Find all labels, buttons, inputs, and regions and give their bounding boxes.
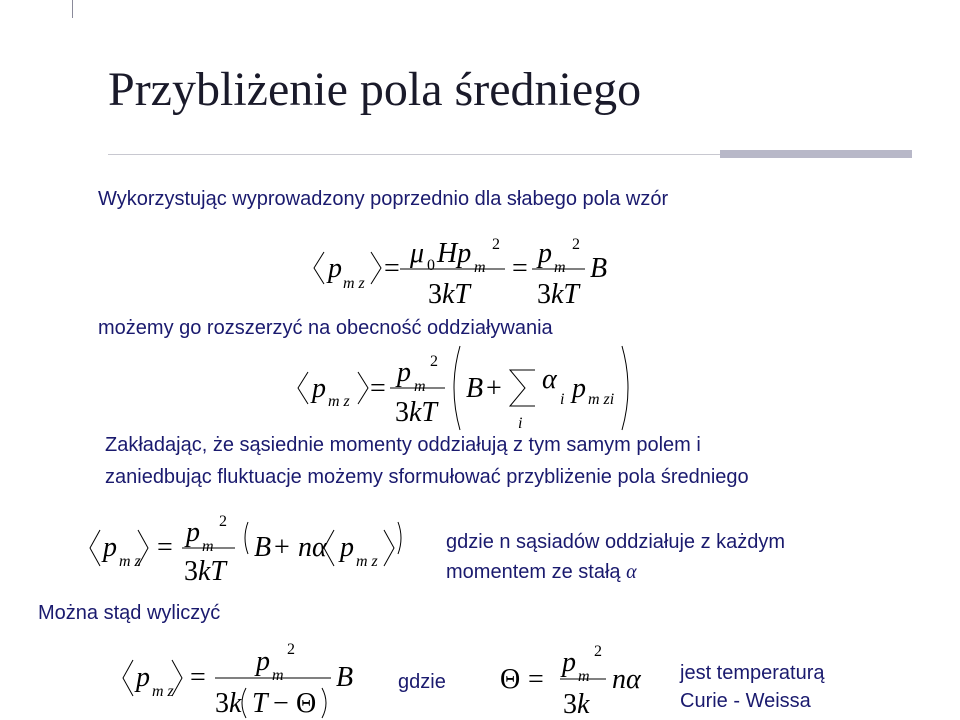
svg-text:=: = <box>370 373 386 404</box>
svg-text:3kT: 3kT <box>428 279 470 310</box>
svg-text:T: T <box>252 688 268 719</box>
svg-text:m: m <box>578 668 590 685</box>
svg-text:p: p <box>103 532 117 563</box>
svg-text:B: B <box>466 373 484 404</box>
svg-text:=: = <box>528 664 544 695</box>
svg-text:m z: m z <box>152 683 174 700</box>
svg-text:2: 2 <box>594 643 602 660</box>
svg-text:α: α <box>542 364 557 395</box>
where-text: gdzie <box>398 671 446 693</box>
svg-text:2: 2 <box>572 236 580 253</box>
svg-text:m: m <box>202 538 214 555</box>
svg-text:3k: 3k <box>563 689 590 720</box>
svg-text:2: 2 <box>219 513 227 530</box>
slide-title: Przybliżenie pola średniego <box>108 63 642 116</box>
svg-text:3kT: 3kT <box>395 397 437 428</box>
svg-text:B: B <box>254 532 272 563</box>
alpha-symbol: α <box>626 561 637 583</box>
svg-text:=: = <box>190 662 206 693</box>
svg-text:m: m <box>554 259 566 276</box>
svg-text:2: 2 <box>287 641 295 658</box>
svg-text:2: 2 <box>492 236 500 253</box>
svg-text:2: 2 <box>430 353 438 370</box>
svg-text:m z: m z <box>343 275 365 292</box>
curie-text-1: jest temperaturą <box>680 662 825 684</box>
formula-weak-field-symbols <box>326 236 607 310</box>
svg-text:i: i <box>560 391 565 408</box>
svg-text:+: + <box>274 532 290 563</box>
svg-text:m zi: m zi <box>588 391 615 408</box>
svg-text:nα: nα <box>612 664 641 695</box>
derive-text: Można stąd wyliczyć <box>38 602 221 624</box>
svg-text:p: p <box>538 238 552 269</box>
svg-text:Hp: Hp <box>437 238 472 269</box>
svg-text:p: p <box>562 647 576 678</box>
svg-text:Θ: Θ <box>296 688 317 719</box>
svg-text:0: 0 <box>427 257 435 274</box>
formula-theta-symbols <box>500 643 642 720</box>
svg-text:m: m <box>272 667 284 684</box>
svg-text:i: i <box>518 415 523 432</box>
svg-text:=: = <box>384 253 400 284</box>
svg-text:=: = <box>512 253 528 284</box>
svg-text:3kT: 3kT <box>184 556 226 587</box>
svg-text:μ: μ <box>410 238 425 269</box>
svg-text:p: p <box>572 373 586 404</box>
formula-mean-field-symbols <box>101 513 379 587</box>
intro-text: Wykorzystując wyprowadzony poprzednio dla słabego pola wzór <box>98 188 669 210</box>
svg-text:3k: 3k <box>215 688 242 719</box>
assumption-text-2: zaniedbując fluktuacje możemy sformułować przybliżenie pola średniego <box>105 466 749 488</box>
svg-text:m: m <box>474 259 486 276</box>
svg-text:=: = <box>157 532 173 563</box>
assumption-text-1: Zakładając, że sąsiednie momenty oddziałują z tym samym polem i <box>105 434 701 456</box>
svg-text:p: p <box>136 662 150 693</box>
svg-text:m z: m z <box>328 393 350 410</box>
svg-text:m z: m z <box>119 553 141 570</box>
svg-text:m: m <box>414 378 426 395</box>
curie-text-2: Curie - Weissa <box>680 690 811 712</box>
extend-text: możemy go rozszerzyć na obecność oddziaływania <box>98 317 553 339</box>
svg-text:p: p <box>312 373 326 404</box>
svg-text:+: + <box>486 373 502 404</box>
svg-text:p: p <box>340 532 354 563</box>
svg-text:Θ: Θ <box>500 664 521 695</box>
formula-interaction-symbols <box>310 353 614 432</box>
svg-text:p: p <box>397 357 411 388</box>
svg-text:B: B <box>336 662 354 693</box>
svg-text:p: p <box>328 253 342 284</box>
svg-text:p: p <box>256 646 270 677</box>
svg-text:−: − <box>273 688 289 719</box>
svg-text:p: p <box>186 517 200 548</box>
svg-text:m z: m z <box>356 553 378 570</box>
neighbors-text-2-words: momentem ze stałą <box>446 561 621 583</box>
svg-text:B: B <box>590 253 608 284</box>
neighbors-text-1: gdzie n sąsiadów oddziałuje z każdym <box>446 531 786 553</box>
formula-curie-weiss-symbols <box>134 641 353 719</box>
svg-text:3kT: 3kT <box>537 279 579 310</box>
svg-text:nα: nα <box>298 532 327 563</box>
